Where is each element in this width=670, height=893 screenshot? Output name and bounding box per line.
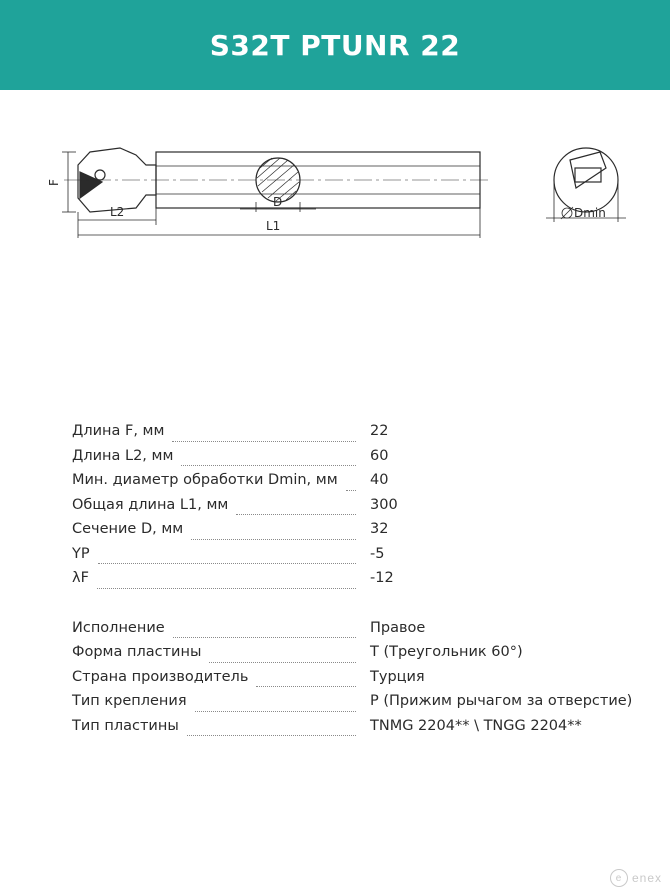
dim-l1-label: L1 [266,219,281,233]
spec-value: -5 [370,545,385,562]
leader-dots [187,735,356,736]
tool-drawing [40,130,640,250]
spec-label: Мин. диаметр обработки Dmin, мм [72,472,338,488]
insert-icon [80,172,102,198]
spec-row [72,693,652,718]
brand-logo [610,869,662,887]
leader-dots [236,514,356,515]
spec-value: 22 [370,423,389,439]
leader-dots [209,662,356,663]
spec-table [72,423,652,742]
spec-value: 32 [370,521,389,537]
leader-dots [97,588,356,589]
leader-dots [173,637,356,638]
leader-dots [191,539,356,540]
spec-label: Длина F, мм [72,423,165,439]
spec-label: YP [72,545,90,562]
spec-value: P (Прижим рычагом за отверстие) [370,693,633,709]
dim-dmin-label: Dmin [574,206,606,220]
spec-value: 40 [370,472,389,488]
spec-label: Форма пластины [72,644,202,660]
leader-dots [172,441,356,442]
spec-row [72,423,652,448]
end-view-circle [554,148,618,212]
spec-row [72,472,652,497]
spec-label: Длина L2, мм [72,447,174,464]
leader-dots [346,490,356,491]
spec-label: Исполнение [72,619,165,636]
spec-label: Тип пластины [72,717,179,734]
spec-row [72,546,652,571]
page-title: S32T PTUNR 22 [209,28,461,62]
spec-row [72,521,652,546]
logo-text: enex [631,871,662,885]
spec-value: -12 [370,570,394,586]
logo-mark-icon: e [610,869,628,887]
spec-label: Страна производитель [72,668,249,685]
spec-row [72,718,652,743]
spec-row [72,497,652,522]
spec-value: 60 [370,447,389,464]
dim-f-label: F [47,179,61,186]
spec-value: T (Треугольник 60°) [370,644,523,660]
title-bar [0,0,670,90]
clamp-screw-icon [95,170,105,180]
spec-row [72,448,652,473]
spec-row [72,570,652,595]
spec-value: Правое [370,619,426,636]
spec-value: 300 [370,496,398,513]
leader-dots [98,563,356,564]
spec-value: TNMG 2204** \ TNGG 2204** [370,717,582,734]
dim-l2-label: L2 [110,205,125,219]
spec-label: Общая длина L1, мм [72,496,229,513]
spec-row [72,669,652,694]
dim-d-label: D [273,195,283,209]
spec-row [72,620,652,645]
leader-dots [256,686,356,687]
spec-value: Турция [370,668,425,685]
spec-row [72,644,652,669]
leader-dots [195,711,356,712]
spec-label: Сечение D, мм [72,521,184,537]
spec-label: Тип крепления [72,693,187,709]
spec-group-dimensions [72,423,652,595]
spec-label: λF [72,570,89,586]
leader-dots [181,465,356,466]
spec-group-properties [72,620,652,743]
